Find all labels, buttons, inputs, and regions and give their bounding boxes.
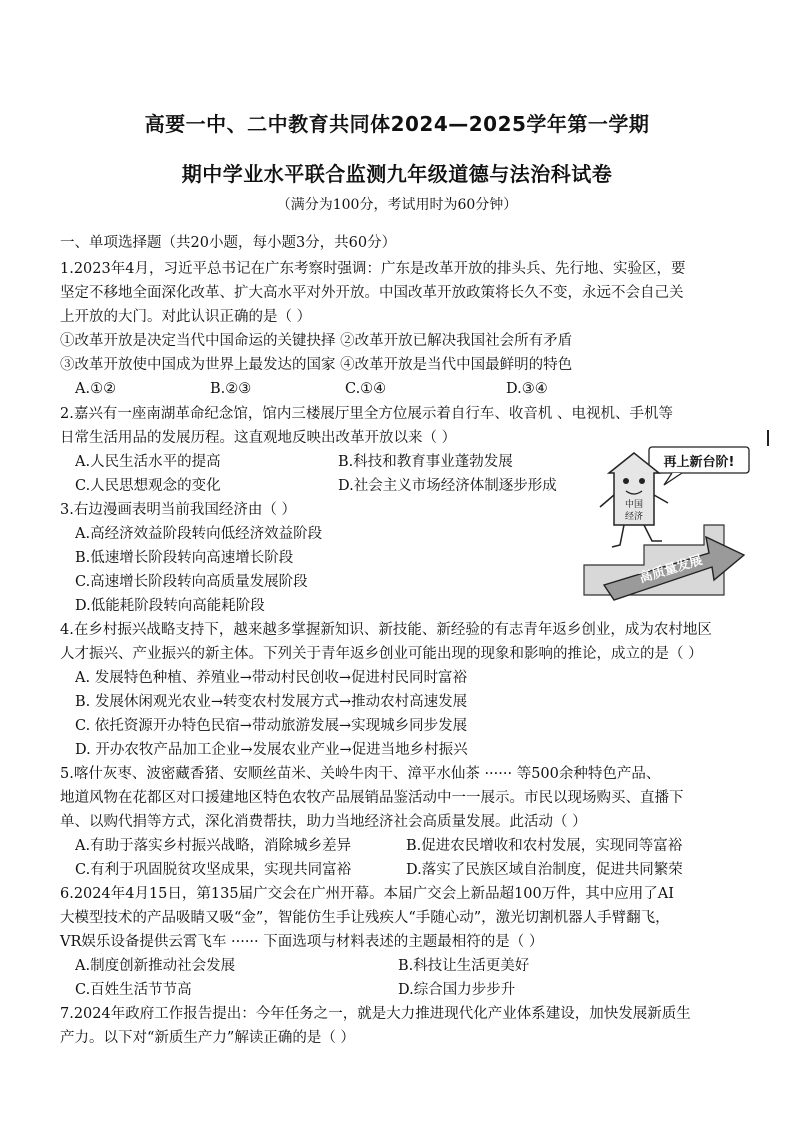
exam-note: （满分为100分，考试用时为60分钟） — [276, 197, 518, 213]
scan-mark — [767, 430, 769, 446]
q4-option-a: A. 发展特色种植、养殖业→带动村民创收→促进村民同时富裕 — [75, 670, 467, 686]
q3-line-1: 3.右边漫画表明当前我国经济由（ ） — [60, 502, 296, 518]
q2-line-2: 日常生活用品的发展历程。这直观地反映出改革开放以来（ ） — [60, 430, 457, 446]
house-eye-left — [623, 478, 629, 484]
q1-option-a: A.①② — [75, 381, 117, 397]
economy-cartoon — [574, 445, 774, 615]
q5-option-a: A.有助于落实乡村振兴战略，消除城乡差异 — [75, 838, 352, 854]
q7-line-1: 7.2024年政府工作报告提出：今年任务之一，就是大力推进现代化产业体系建设，加快发展新质生 — [60, 1006, 691, 1022]
exam-title: 高要一中、二中教育共同体2024—2025学年第一学期 — [144, 112, 650, 136]
q4-option-b: B. 发展休闲观光农业→转变农村发展方式→推动农村高速发展 — [75, 694, 468, 710]
q2-option-c: C.人民思想观念的变化 — [75, 478, 221, 494]
q1-option-d: D.③④ — [506, 381, 548, 397]
house-label-1: 中国 — [624, 500, 644, 510]
bubble-text: 再上新台阶! — [663, 455, 735, 470]
q1-option-c: C.①④ — [345, 381, 387, 397]
q2-option-a: A.人民生活水平的提高 — [75, 454, 221, 470]
section-heading: 一、单项选择题（共20小题，每小题3分，共60分） — [60, 235, 397, 251]
q3-option-c: C.高速增长阶段转向高质量发展阶段 — [75, 574, 308, 590]
q4-line-1: 4.在乡村振兴战略支持下，越来越多掌握新知识、新技能、新经验的有志青年返乡创业，成为农村地区 — [60, 622, 712, 638]
q1-statement-1: ①改革开放是决定当代中国命运的关键抉择 ②改革开放已解决我国社会所有矛盾 — [60, 333, 573, 349]
q5-line-2: 地道风物在花都区对口援建地区特色农牧产品展销品鉴活动中一一展示。市民以现场购买、直播下 — [60, 790, 684, 806]
q1-line-3: 上开放的大门。对此认识正确的是（ ） — [60, 309, 312, 325]
q5-option-b: B.促进农民增收和农村发展，实现同等富裕 — [406, 838, 683, 854]
q2-line-1: 2.嘉兴有一座南湖革命纪念馆，馆内三楼展厅里全方位展示着自行车、收音机 、电视机、手机等 — [60, 406, 673, 422]
house-leg-left — [612, 525, 624, 547]
q6-option-a: A.制度创新推动社会发展 — [75, 958, 236, 974]
q1-option-b: B.②③ — [210, 381, 252, 397]
house-arm-left — [600, 495, 614, 507]
q1-line-1: 1.2023年4月，习近平总书记在广东考察时强调：广东是改革开放的排头兵、先行地、实验区，要 — [60, 261, 686, 277]
q4-line-2: 人才振兴、产业振兴的新主体。下列关于青年返乡创业可能出现的现象和影响的推论，成立的是（ ） — [60, 646, 703, 662]
q5-option-d: D.落实了民族区域自治制度，促进共同繁荣 — [406, 862, 683, 878]
bubble-tail — [664, 473, 682, 485]
q4-option-c: C. 依托资源开办特色民宿→带动旅游发展→实现城乡同步发展 — [75, 718, 468, 734]
q2-option-b: B.科技和教育事业蓬勃发展 — [338, 454, 513, 470]
arrow-label: 高质量发展 — [637, 552, 705, 587]
q1-statement-2: ③改革开放使中国成为世界上最发达的国家 ④改革开放是当代中国最鲜明的特色 — [60, 357, 573, 373]
q3-option-b: B.低速增长阶段转向高速增长阶段 — [75, 550, 294, 566]
q6-option-d: D.综合国力步步升 — [398, 982, 516, 998]
q6-line-3: VR娱乐设备提供云霄飞车 ······ 下面选项与材料表述的主题最相符的是（ ） — [60, 934, 544, 950]
q1-line-2: 坚定不移地全面深化改革、扩大高水平对外开放。中国改革开放政策将长久不变，永远不会自己关 — [60, 285, 684, 301]
q6-line-2: 大模型技术的产品吸睛又吸“金”，智能仿生手让残疾人“手随心动”，激光切割机器人手臂翻飞， — [60, 910, 670, 926]
house-label-2: 经济 — [624, 512, 644, 522]
cartoon-drawing — [574, 445, 774, 615]
q6-option-b: B.科技让生活更美好 — [398, 958, 530, 974]
house-arm-right — [654, 495, 668, 503]
q6-option-c: C.百姓生活节节高 — [75, 982, 192, 998]
q3-option-d: D.低能耗阶段转向高能耗阶段 — [75, 598, 265, 614]
q5-line-3: 单、以购代捐等方式，深化消费帮扶，助力当地经济社会高质量发展。此活动（ ） — [60, 814, 587, 830]
q5-option-c: C.有利于巩固脱贫攻坚成果，实现共同富裕 — [75, 862, 352, 878]
q2-option-d: D.社会主义市场经济体制逐步形成 — [338, 478, 557, 494]
exam-subtitle: 期中学业水平联合监测九年级道德与法治科试卷 — [181, 162, 613, 186]
q3-option-a: A.高经济效益阶段转向低经济效益阶段 — [75, 526, 323, 542]
house-leg-right — [644, 525, 662, 541]
q5-line-1: 5.喀什灰枣、波密藏香猪、安顺丝苗米、关岭牛肉干、漳平水仙茶 ······ 等500余种特色产品、 — [60, 766, 661, 782]
q7-line-2: 产力。以下对“新质生产力”解读正确的是（ ） — [60, 1030, 355, 1046]
q6-line-1: 6.2024年4月15日，第135届广交会在广州开幕。本届广交会上新品超100万件，其中应用了AI — [60, 886, 674, 902]
house-eye-right — [639, 478, 645, 484]
q4-option-d: D. 开办农牧产品加工企业→发展农业产业→促进当地乡村振兴 — [75, 742, 468, 758]
